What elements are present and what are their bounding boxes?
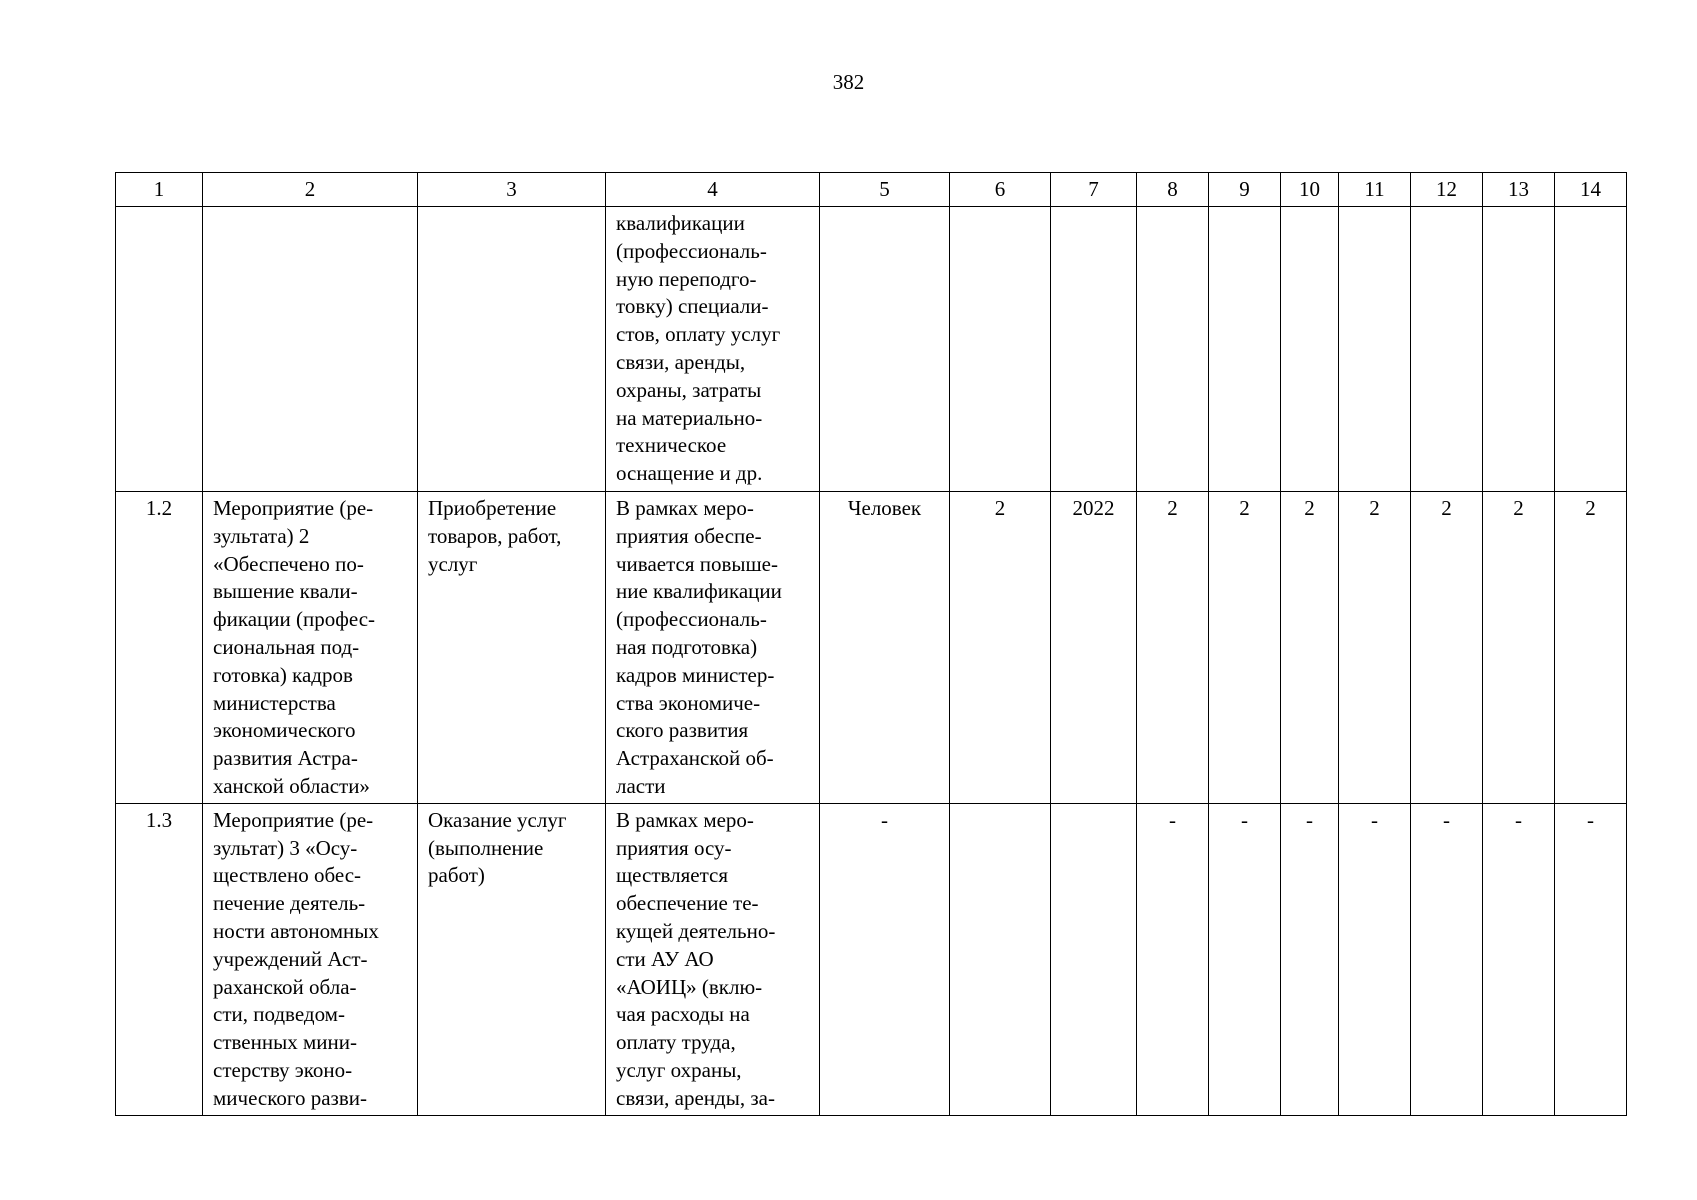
table-cell [1137, 207, 1209, 492]
table-cell [1209, 803, 1281, 1115]
table-cell [1483, 803, 1555, 1115]
table-cell [1483, 207, 1555, 492]
value-cell: - [1443, 807, 1450, 832]
unit: Человек [847, 496, 922, 520]
header-row [116, 173, 1627, 207]
header-cell: 4 [606, 173, 820, 207]
value-cell: 2 [1239, 496, 1250, 520]
value-cell: 2 [1167, 496, 1178, 520]
table-cell [418, 803, 606, 1115]
base-year [1051, 804, 1136, 807]
table-cell [1209, 492, 1281, 804]
table-cell [1411, 492, 1483, 804]
table-row [116, 803, 1627, 1115]
table-cell [1051, 492, 1137, 804]
table-cell [1281, 492, 1339, 804]
table-cell [820, 803, 950, 1115]
table-cell [203, 803, 418, 1115]
table-cell [1339, 492, 1411, 804]
table-cell [1483, 492, 1555, 804]
table-cell [116, 803, 203, 1115]
event-description: В рамках меро- приятия осу- ществляется обеспечение те- кущей деятельно- сти АУ АО «АОИЦ» (вклю- чая расходы на оплату труда, услуг охраны, связи, аренды, за- [616, 807, 776, 1110]
header-cell: 8 [1137, 173, 1209, 207]
table-cell [950, 803, 1051, 1115]
base-value [950, 804, 1050, 807]
header-cell: 10 [1281, 173, 1339, 207]
table-cell [606, 207, 820, 492]
value-cell: 2 [1513, 496, 1524, 520]
header-cell: 1 [116, 173, 203, 207]
table-cell [203, 207, 418, 492]
table-cell [203, 492, 418, 804]
table-cell [1411, 207, 1483, 492]
table-cell [820, 492, 950, 804]
table-cell [950, 207, 1051, 492]
base-year: 2022 [1072, 496, 1115, 520]
row-number: 1.2 [145, 496, 173, 520]
table-cell [1051, 803, 1137, 1115]
event-name: Мероприятие (ре- зультата) 2 «Обеспечено по- вышение квали- фикации (профес- сиональная под- готовка) кадров министерства экономического развития Астра- ханской области» [213, 496, 376, 798]
cell-text: квалификации (профессиональ- ную переподго- товку) специали- стов, оплату услуг связи, аренды, охраны, затраты на материально- техническое оснащение и др. [616, 211, 781, 486]
header-cell: 14 [1555, 173, 1627, 207]
header-cell: 9 [1209, 173, 1281, 207]
table-cell [418, 207, 606, 492]
table-cell [116, 492, 203, 804]
table-cell [1555, 803, 1627, 1115]
table-cell [1281, 207, 1339, 492]
table-cell [1051, 207, 1137, 492]
value-cell: 2 [1304, 496, 1315, 520]
event-type: Приобретение товаров, работ, услуг [428, 496, 562, 576]
value-cell: 2 [1369, 496, 1380, 520]
base-value: 2 [994, 496, 1006, 520]
program-table [115, 172, 1627, 1116]
header-cell: 3 [418, 173, 606, 207]
value-cell: - [1587, 807, 1594, 832]
header-cell: 6 [950, 173, 1051, 207]
table-cell [116, 207, 203, 492]
table-cell [950, 492, 1051, 804]
table-cell [1137, 492, 1209, 804]
table-cell [1555, 492, 1627, 804]
header-cell: 2 [203, 173, 418, 207]
table-cell [1281, 803, 1339, 1115]
table-cell [1209, 207, 1281, 492]
table-cell [1555, 207, 1627, 492]
table-cell [1411, 803, 1483, 1115]
event-name: Мероприятие (ре- зультат) 3 «Осу- ществлено обес- печение деятель- ности автономных учреждений Аст- раханской обла- сти, подведом- ственных мини- стерству эконо- мического разви- [213, 807, 379, 1110]
value-cell: 2 [1441, 496, 1452, 520]
table-cell [418, 492, 606, 804]
table-row [116, 492, 1627, 804]
value-cell: - [1241, 807, 1248, 832]
value-cell: - [1169, 807, 1176, 832]
row-number: 1.3 [145, 807, 173, 832]
table-cell [1339, 803, 1411, 1115]
header-cell: 7 [1051, 173, 1137, 207]
page-number: 382 [832, 70, 865, 94]
table-cell [1339, 207, 1411, 492]
table-cell [820, 207, 950, 492]
table-cell [606, 803, 820, 1115]
unit: - [881, 807, 888, 832]
table-cell [606, 492, 820, 804]
header-cell: 12 [1411, 173, 1483, 207]
header-cell: 5 [820, 173, 950, 207]
value-cell: - [1371, 807, 1378, 832]
header-cell: 13 [1483, 173, 1555, 207]
event-description: В рамках меро- приятия обеспе- чивается повыше- ние квалификации (профессиональ- ная подготовка) кадров министер- ства экономиче- ского развития Астраханской об- ласти [616, 496, 782, 798]
value-cell: - [1306, 807, 1313, 832]
value-cell: 2 [1585, 496, 1596, 520]
header-cell: 11 [1339, 173, 1411, 207]
event-type: Оказание услуг (выполнение работ) [428, 807, 567, 888]
table-cell [1137, 803, 1209, 1115]
table-row [116, 207, 1627, 492]
value-cell: - [1515, 807, 1522, 832]
